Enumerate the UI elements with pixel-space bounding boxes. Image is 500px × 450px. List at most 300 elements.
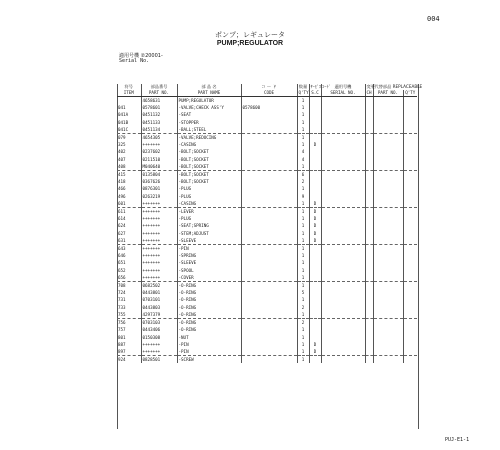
change-cell (365, 141, 373, 148)
part-name-cell: -BOLT;SOCKET (177, 148, 241, 155)
serial-cell (321, 230, 365, 237)
service-code-cell (309, 193, 321, 200)
qty-cell: 1 (297, 282, 309, 290)
qty-cell: 1 (297, 134, 309, 142)
table-row (117, 148, 417, 155)
rep-part-no-cell (373, 304, 403, 311)
item-cell: 652 (118, 267, 126, 273)
rep-part-no-cell (373, 200, 403, 208)
rep-part-no-cell (373, 163, 403, 171)
code-cell (241, 334, 297, 341)
service-code-cell (309, 304, 321, 311)
serial-cell (321, 141, 365, 148)
serial-cell (321, 97, 365, 105)
rep-part-no-cell (373, 141, 403, 148)
serial-cell (321, 334, 365, 341)
change-cell (365, 304, 373, 311)
qty-cell: 1 (297, 97, 309, 105)
qty-cell: 5 (297, 289, 309, 296)
part-name-cell: -O-RING (177, 326, 241, 333)
qty-cell: 4 (297, 156, 309, 163)
change-cell (365, 200, 373, 208)
rep-qty-cell (403, 304, 417, 311)
rep-part-no-cell (373, 311, 403, 319)
header-qty-jp: 数量 (298, 84, 308, 89)
code-cell (241, 193, 297, 200)
table-row (117, 289, 417, 296)
service-code-cell (309, 311, 321, 319)
serial-cell (321, 111, 365, 118)
change-cell (365, 230, 373, 237)
table-row (117, 237, 417, 245)
serial-cell (321, 185, 365, 192)
table-row (117, 185, 417, 192)
serial-cell (321, 171, 365, 179)
part-name-cell: -VALVE;REDUCING (177, 134, 241, 142)
service-code-cell (309, 252, 321, 259)
table-row (117, 104, 417, 111)
part-name-cell: -SLEEVE (177, 259, 241, 266)
qty-cell: 2 (297, 304, 309, 311)
footer-code: PUJ-E1-1 (445, 437, 470, 443)
qty-cell: 6 (297, 171, 309, 179)
service-code-cell (309, 267, 321, 274)
item-cell: 755 (117, 311, 141, 319)
change-cell (365, 185, 373, 192)
qty-cell: 4 (297, 148, 309, 155)
header-code: CODE (241, 90, 297, 97)
part-no-cell: 0451132 (141, 111, 177, 118)
code-cell (241, 274, 297, 282)
qty-cell: 1 (297, 119, 309, 126)
rep-qty-cell (403, 97, 417, 105)
part-no-cell: +++++++ (141, 208, 177, 216)
rep-part-no-cell (373, 119, 403, 126)
change-cell (365, 259, 373, 266)
rep-qty-cell (403, 134, 417, 142)
part-no-cell: +++++++ (141, 252, 177, 259)
part-no-cell: 4297379 (141, 311, 177, 319)
serial-cell (321, 259, 365, 266)
service-code-cell (309, 356, 321, 364)
part-no-cell: +++++++ (141, 274, 177, 282)
rep-qty-cell (403, 193, 417, 200)
item-cell: 041A (118, 112, 129, 118)
code-cell (241, 319, 297, 327)
header-replaceable-jp: 代替部品 (374, 84, 392, 89)
item-cell: 496 (118, 193, 126, 199)
part-name-cell: -LEVER (177, 208, 241, 216)
serial-cell (321, 208, 365, 216)
serial-cell (321, 237, 365, 245)
serial-cell (321, 341, 365, 348)
service-code-cell: D (309, 222, 321, 229)
serial-cell (321, 193, 365, 200)
rep-qty-cell (403, 163, 417, 171)
change-cell (365, 237, 373, 245)
table-row (117, 319, 417, 327)
page-number: 004 (427, 15, 440, 23)
rep-part-no-cell (373, 348, 403, 356)
qty-cell: 1 (297, 222, 309, 229)
service-code-cell (309, 111, 321, 118)
table-row (117, 326, 417, 333)
change-cell (365, 222, 373, 229)
change-cell (365, 319, 373, 327)
change-cell (365, 156, 373, 163)
table-row (117, 126, 417, 134)
serial-cell (321, 356, 365, 364)
item-cell: 466 (118, 186, 126, 192)
change-cell (365, 326, 373, 333)
service-code-cell (309, 334, 321, 341)
part-name-cell: -O-RING (177, 311, 241, 319)
header-rep-qty: Q'TY (403, 90, 417, 97)
code-cell (241, 326, 297, 333)
item-cell: 041C (117, 126, 141, 134)
header-item-jp: 符号 (124, 84, 133, 89)
part-name-cell: PUMP;REGULATOR (177, 97, 241, 105)
part-name-cell: -VALVE;CHECK ASS'Y (177, 104, 241, 111)
rep-qty-cell (403, 341, 417, 348)
change-cell (365, 252, 373, 259)
part-name-cell: -SEAT;SPRING (177, 222, 241, 229)
rep-qty-cell (403, 141, 417, 148)
service-code-cell (309, 245, 321, 253)
part-name-cell: -SPOOL (177, 267, 241, 274)
serial-cell (321, 126, 365, 134)
qty-cell: 1 (297, 296, 309, 303)
rep-part-no-cell (373, 326, 403, 333)
rep-part-no-cell (373, 237, 403, 245)
rep-part-no-cell (373, 267, 403, 274)
code-cell (241, 171, 297, 179)
code-cell (241, 237, 297, 245)
table-row (117, 208, 417, 216)
qty-cell: 2 (297, 319, 309, 327)
qty-cell: 1 (297, 230, 309, 237)
item-cell: 801 (118, 334, 126, 340)
table-row (117, 178, 417, 185)
qty-cell: 1 (297, 326, 309, 333)
rep-part-no-cell (373, 193, 403, 200)
rep-qty-cell (403, 215, 417, 222)
part-name-cell: -CASING (177, 200, 241, 208)
qty-cell: 1 (297, 259, 309, 266)
service-code-cell: D (309, 141, 321, 148)
code-cell (241, 348, 297, 356)
table-row (117, 222, 417, 229)
serial-cell (321, 282, 365, 290)
qty-cell: 1 (297, 200, 309, 208)
code-cell (241, 304, 297, 311)
serial-label-japanese: 適用号機 ②20001- (119, 53, 163, 59)
qty-cell: 1 (297, 126, 309, 134)
serial-cell (321, 289, 365, 296)
table-row (117, 111, 417, 118)
change-cell (365, 245, 373, 253)
item-cell: 733 (118, 304, 126, 310)
header-code-jp: コ ー ド (241, 84, 297, 90)
part-name-cell: -PIN (177, 341, 241, 348)
part-no-cell: M040640 (141, 163, 177, 171)
code-cell (241, 296, 297, 303)
part-name-cell: -PLUG (177, 193, 241, 200)
change-cell (365, 289, 373, 296)
rep-qty-cell (403, 230, 417, 237)
rep-part-no-cell (373, 230, 403, 237)
qty-cell: 1 (297, 104, 309, 111)
code-cell (241, 200, 297, 208)
part-no-cell: +++++++ (141, 230, 177, 237)
part-no-cell: 0211510 (141, 156, 177, 163)
change-cell (365, 341, 373, 348)
part-name-cell: -STOPPER (177, 119, 241, 126)
rep-qty-cell (403, 348, 417, 356)
service-code-cell (309, 326, 321, 333)
rep-part-no-cell (373, 259, 403, 266)
part-name-cell: -O-RING (177, 289, 241, 296)
qty-cell: 1 (297, 111, 309, 118)
code-cell (241, 282, 297, 290)
rep-qty-cell (403, 171, 417, 179)
rep-qty-cell (403, 245, 417, 253)
qty-cell: 1 (297, 185, 309, 192)
service-code-cell (309, 156, 321, 163)
parts-table (117, 84, 423, 363)
item-cell (117, 97, 141, 105)
change-cell (365, 119, 373, 126)
rep-qty-cell (403, 356, 417, 364)
rep-qty-cell (403, 104, 417, 111)
part-no-cell: 0263219 (141, 193, 177, 200)
table-row (117, 200, 417, 208)
part-name-cell: -BALL;STEEL (177, 126, 241, 134)
rep-qty-cell (403, 334, 417, 341)
rep-part-no-cell (373, 356, 403, 364)
item-cell: 887 (118, 341, 126, 347)
code-cell (241, 245, 297, 253)
part-name-cell: -SLEEVE (177, 237, 241, 245)
service-code-cell (309, 126, 321, 134)
rep-qty-cell (403, 111, 417, 118)
serial-cell (321, 267, 365, 274)
qty-cell: 1 (297, 252, 309, 259)
part-no-cell: 0876301 (141, 185, 177, 192)
service-code-cell: D (309, 237, 321, 245)
qty-cell: 1 (297, 356, 309, 364)
rep-qty-cell (403, 148, 417, 155)
page-title-japanese: ポンプ；レギュレータ (215, 31, 285, 39)
table-row (117, 259, 417, 266)
rep-part-no-cell (373, 208, 403, 216)
table-row (117, 171, 417, 179)
code-cell (241, 134, 297, 142)
service-code-cell (309, 296, 321, 303)
header-replaceable-en: REPLACEABLE (392, 84, 423, 89)
part-no-cell: +++++++ (141, 245, 177, 253)
code-cell (241, 289, 297, 296)
change-cell (365, 334, 373, 341)
item-cell: 041 (118, 105, 126, 111)
rep-part-no-cell (373, 319, 403, 327)
part-no-cell: +++++++ (141, 200, 177, 208)
rep-part-no-cell (373, 215, 403, 222)
service-code-cell (309, 134, 321, 142)
part-name-cell: -O-RING (177, 319, 241, 327)
part-no-cell: +++++++ (141, 215, 177, 222)
part-name-cell: -CASING (177, 141, 241, 148)
table-row (117, 267, 417, 274)
part-no-cell: 0237602 (141, 148, 177, 155)
rep-part-no-cell (373, 252, 403, 259)
table-row (117, 356, 417, 364)
rep-part-no-cell (373, 296, 403, 303)
rep-qty-cell (403, 222, 417, 229)
serial-cell (321, 200, 365, 208)
rep-part-no-cell (373, 185, 403, 192)
change-cell (365, 163, 373, 171)
serial-cell (321, 296, 365, 303)
serial-cell (321, 348, 365, 356)
code-cell (241, 356, 297, 364)
code-cell (241, 185, 297, 192)
serial-label: Serial No. (119, 58, 150, 64)
code-cell (241, 97, 297, 105)
change-cell (365, 104, 373, 111)
code-cell (241, 230, 297, 237)
rep-qty-cell (403, 296, 417, 303)
part-name-cell: -BOLT;SOCKET (177, 156, 241, 163)
item-cell: 407 (118, 156, 126, 162)
item-cell: 627 (118, 230, 126, 236)
qty-cell: 1 (297, 274, 309, 282)
rep-qty-cell (403, 200, 417, 208)
change-cell (365, 348, 373, 356)
code-cell (241, 156, 297, 163)
change-cell (365, 126, 373, 134)
serial-cell (321, 222, 365, 229)
rep-qty-cell (403, 319, 417, 327)
rep-part-no-cell (373, 222, 403, 229)
item-cell: 418 (118, 179, 126, 185)
part-name-cell: -BOLT;SOCKET (177, 171, 241, 179)
table-row (117, 334, 417, 341)
rep-part-no-cell (373, 274, 403, 282)
service-code-cell (309, 185, 321, 192)
code-cell (241, 111, 297, 118)
rep-part-no-cell (373, 148, 403, 155)
part-name-cell: -NUT (177, 334, 241, 341)
service-code-cell: D (309, 348, 321, 356)
header-rep-part-no: PART NO. (373, 90, 403, 97)
change-cell (365, 111, 373, 118)
table-row (117, 348, 417, 356)
header-part-name-jp: 部 品 名 (177, 84, 241, 90)
part-no-cell: 0703101 (141, 296, 177, 303)
serial-cell (321, 311, 365, 319)
part-no-cell: 0682502 (141, 282, 177, 290)
table-row (117, 252, 417, 259)
part-name-cell: -BOLT;SOCKET (177, 178, 241, 185)
rep-qty-cell (403, 119, 417, 126)
code-cell (241, 119, 297, 126)
rep-part-no-cell (373, 282, 403, 290)
rep-part-no-cell (373, 126, 403, 134)
header-ch: CH (366, 90, 372, 95)
qty-cell: 1 (297, 208, 309, 216)
rep-qty-cell (403, 237, 417, 245)
part-no-cell: +++++++ (141, 267, 177, 274)
table-row (117, 215, 417, 222)
code-cell (241, 126, 297, 134)
rep-part-no-cell (373, 334, 403, 341)
parts-table-body (117, 84, 423, 363)
part-no-cell: 0451133 (141, 119, 177, 126)
code-cell (241, 148, 297, 155)
rep-qty-cell (403, 185, 417, 192)
code-cell (241, 141, 297, 148)
rep-qty-cell (403, 326, 417, 333)
code-cell (241, 215, 297, 222)
change-cell (365, 311, 373, 319)
part-no-cell: 0578601 (141, 104, 177, 111)
header-sc: S.C (309, 90, 321, 97)
service-code-cell: D (309, 230, 321, 237)
part-name-cell: -SEAT (177, 111, 241, 118)
rep-qty-cell (403, 267, 417, 274)
part-name-cell: -PLUG (177, 185, 241, 192)
qty-cell: 2 (297, 178, 309, 185)
part-no-cell: 0443406 (141, 326, 177, 333)
header-part-no-jp: 部品番号 (141, 84, 177, 90)
service-code-cell (309, 274, 321, 282)
item-cell: 624 (118, 223, 126, 229)
table-row (117, 274, 417, 282)
serial-cell (321, 148, 365, 155)
part-no-cell: 0135804 (141, 171, 177, 179)
item-cell: 646 (118, 253, 126, 259)
part-no-cell: 0367626 (141, 178, 177, 185)
part-name-cell: -O-RING (177, 282, 241, 290)
part-no-cell: +++++++ (141, 237, 177, 245)
item-cell: 731 (118, 297, 126, 303)
part-no-cell: +++++++ (141, 348, 177, 356)
service-code-cell (309, 119, 321, 126)
part-name-cell: -SCREW (177, 356, 241, 364)
part-no-cell: +++++++ (141, 259, 177, 266)
header-part-name: PART NAME (177, 90, 241, 97)
header-item: ITEM (117, 90, 141, 97)
part-name-cell: -PIN (177, 348, 241, 356)
serial-cell (321, 178, 365, 185)
part-name-cell: -BOLT;SOCKET (177, 163, 241, 171)
table-row (117, 163, 417, 171)
item-cell: 924 (118, 357, 126, 363)
part-name-cell: -O-RING (177, 296, 241, 303)
header-ch-jp: 変更 (366, 84, 375, 89)
table-row (117, 193, 417, 200)
item-cell: 643 (118, 246, 126, 252)
item-cell: 631 (117, 237, 141, 245)
part-name-cell: -O-RING (177, 304, 241, 311)
part-no-cell: +++++++ (141, 141, 177, 148)
serial-cell (321, 326, 365, 333)
change-cell (365, 148, 373, 155)
code-cell (241, 311, 297, 319)
header-sc-jp: ｻｰﾋﾞｽ ｺｰﾄﾞ (310, 84, 331, 89)
service-code-cell (309, 104, 321, 111)
